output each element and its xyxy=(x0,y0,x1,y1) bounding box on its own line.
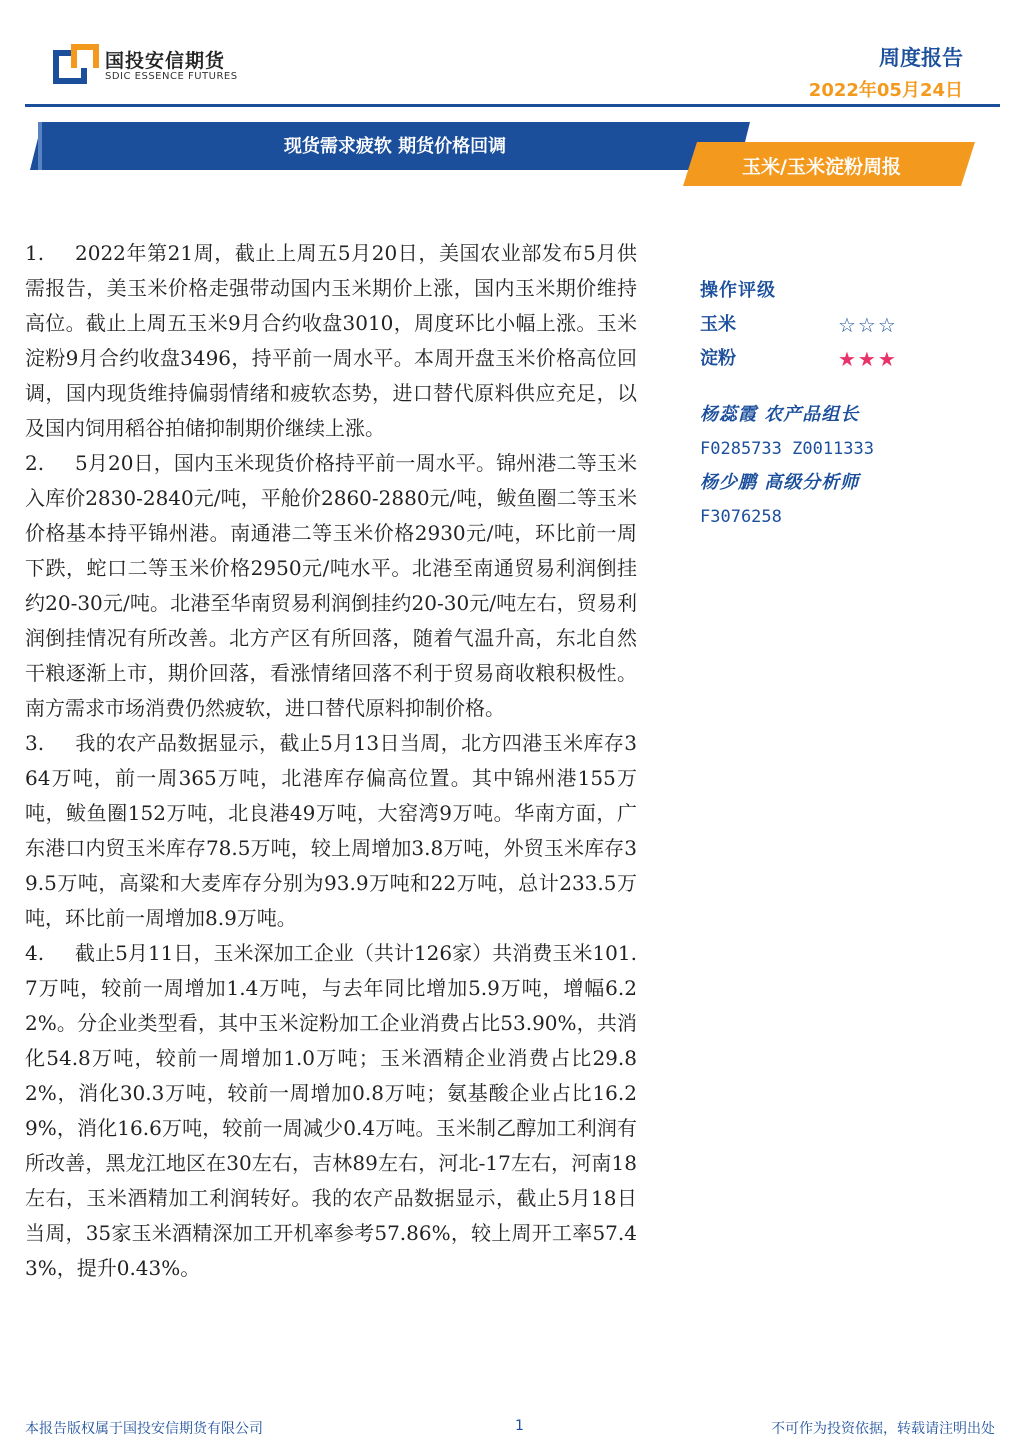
analyst-license: F0285733 Z0011333 xyxy=(700,439,874,459)
paragraph xyxy=(25,236,637,446)
company-logo xyxy=(53,44,99,84)
paragraph xyxy=(25,726,637,936)
report-category: 玉米/玉米淀粉周报 xyxy=(742,156,901,178)
paragraph-number: 4. xyxy=(25,941,45,965)
paragraph-text: 我的农产品数据显示，截止5月13日当周，北方四港玉米库存364万吨，前一周365万吨，北港库存偏高位置。其中锦州港155万吨，鲅鱼圈152万吨，北良港49万吨，大窑湾9万吨。华南方面，广东港口内贸玉米库存78.5万吨，较上周增加3.8万吨，外贸玉米库存39.5万吨，高粱和大麦库存分别为93.9万吨和22万吨，总计233.5万吨，环比前一周增加8.9万吨。 xyxy=(25,731,637,930)
paragraph-number: 1. xyxy=(25,241,45,265)
analyst-name: 杨蕊霞 农产品组长 xyxy=(700,404,860,425)
banner-accent-stripe xyxy=(38,122,42,170)
disclaimer: 不可作为投资依据，转载请注明出处 xyxy=(771,1421,995,1437)
spacer xyxy=(700,376,980,398)
star-rating-icon: ★★★ xyxy=(838,347,898,371)
sidebar xyxy=(700,274,980,534)
paragraph-text: 2022年第21周，截止上周五5月20日，美国农业部发布5月供需报告，美玉米价格走强带动国内玉米期价上涨，国内玉米期价维持高位。截止上周五玉米9月合约收盘3010，周度环比小幅上涨。玉米淀粉9月合约收盘3496，持平前一周水平。本周开盘玉米价格高位回调，国内现货维持偏弱情绪和疲软态势，进口替代原料供应充足，以及国内饲用稻谷拍储抑制期价继续上涨。 xyxy=(25,241,637,440)
brand-name-cn: 国投安信期货 xyxy=(105,50,226,72)
copyright-notice: 本报告版权属于国投安信期货有限公司 xyxy=(25,1421,263,1437)
paragraph-number: 2. xyxy=(25,451,45,475)
paragraph xyxy=(25,446,637,726)
report-title: 现货需求疲软 期货价格回调 xyxy=(283,136,507,157)
rating-heading: 操作评级 xyxy=(700,280,776,301)
header-divider xyxy=(25,104,1000,107)
rating-label: 淀粉 xyxy=(700,348,736,369)
rating-label: 玉米 xyxy=(700,314,736,335)
report-type: 周度报告 xyxy=(879,46,963,70)
paragraph-text: 5月20日，国内玉米现货价格持平前一周水平。锦州港二等玉米入库价2830-2840元/吨，平舱价2860-2880元/吨，鲅鱼圈二等玉米价格基本持平锦州港。南通港二等玉米价格2930元/吨，环比前一周下跌，蛇口二等玉米价格2950元/吨水平。北港至南通贸易利润倒挂约20-30元/吨。北港至华南贸易利润倒挂约20-30元/吨左右，贸易利润倒挂情况有所改善。北方产区有所回落，随着气温升高，东北自然干粮逐渐上市，期价回落，看涨情绪回落不利于贸易商收粮积极性。南方需求市场消费仍然疲软，进口替代原料抑制价格。 xyxy=(25,451,637,720)
paragraph-text: 截止5月11日，玉米深加工企业（共计126家）共消费玉米101.7万吨，较前一周增加1.4万吨，与去年同比增加5.9万吨，增幅6.22%。分企业类型看，其中玉米淀粉加工企业消费占比53.90%，共消化54.8万吨，较前一周增加1.0万吨；玉米酒精企业消费占比29.82%，消化30.3万吨，较前一周增加0.8万吨；氨基酸企业占比16.29%，消化16.6万吨，较前一周减少0.4万吨。玉米制乙醇加工利润有所改善，黑龙江地区在30左右，吉林89左右，河北-17左右，河南18左右，玉米酒精加工利润转好。我的农产品数据显示，截止5月18日当周，35家玉米酒精深加工开机率参考57.86%，较上周开工率57.43%，提升0.43%。 xyxy=(25,941,637,1280)
report-date: 2022年05月24日 xyxy=(808,80,963,101)
rating-row-starch xyxy=(700,342,980,376)
paragraph-number: 3. xyxy=(25,731,45,755)
brand-name-en: SDIC ESSENCE FUTURES xyxy=(105,71,238,82)
analyst-license: F3076258 xyxy=(700,507,782,527)
analyst-name: 杨少鹏 高级分析师 xyxy=(700,472,860,493)
star-rating-icon: ☆☆☆ xyxy=(838,313,898,337)
page-number: 1 xyxy=(515,1418,524,1434)
rating-row-corn xyxy=(700,308,980,342)
paragraph xyxy=(25,936,637,1286)
report-body xyxy=(25,236,637,1414)
